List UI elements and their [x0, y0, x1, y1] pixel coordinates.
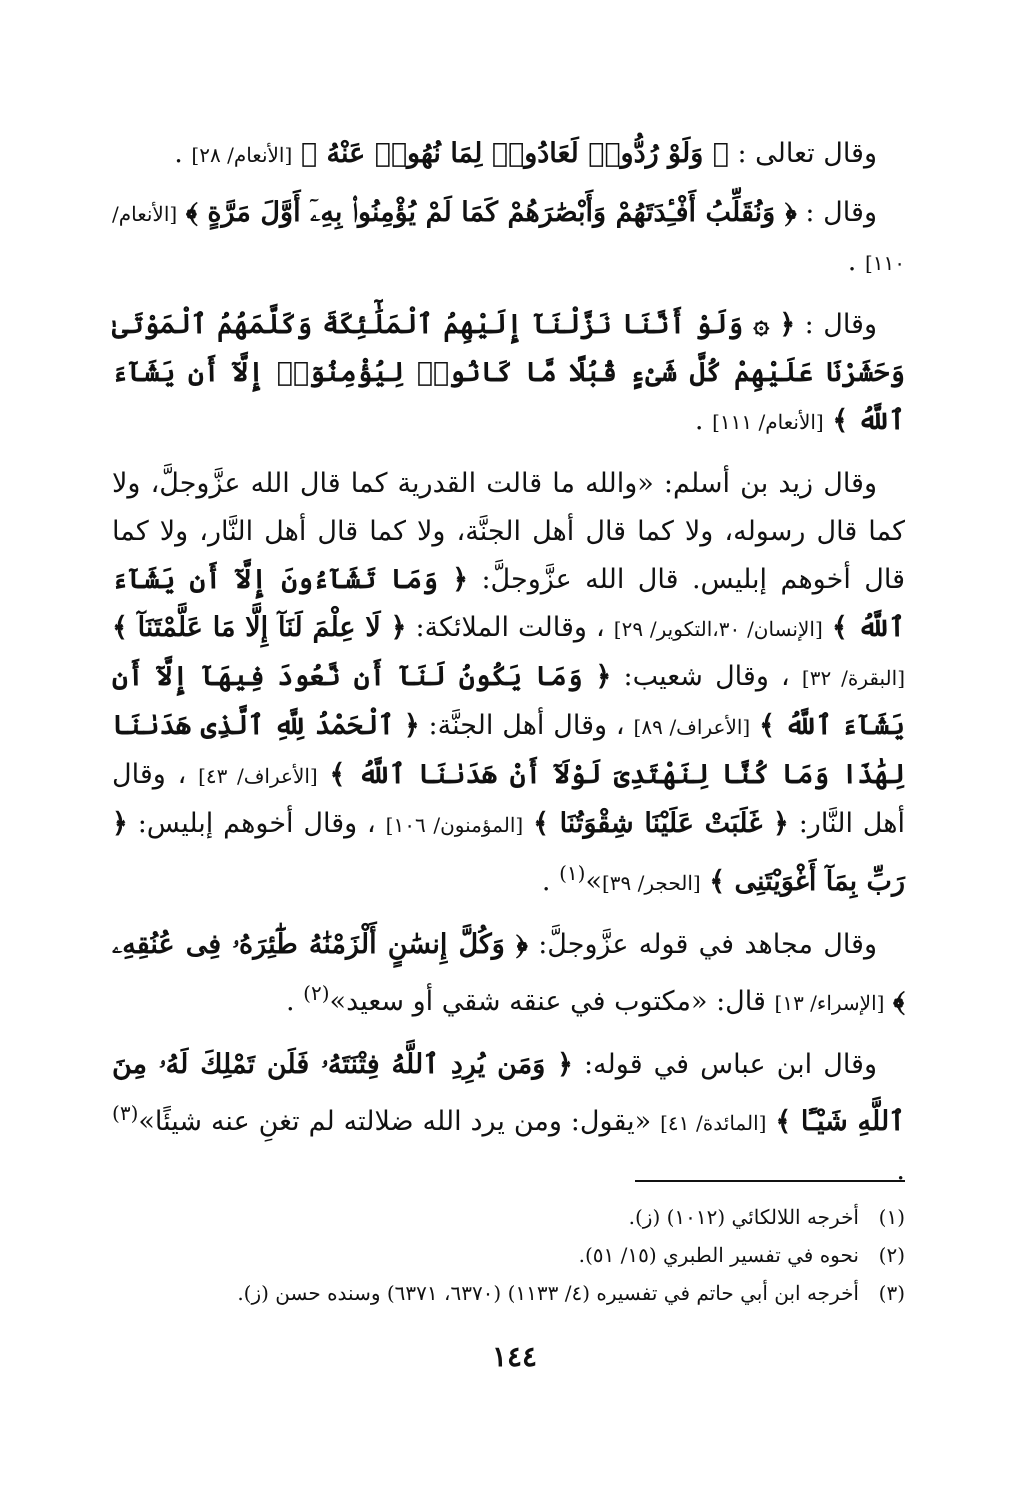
intro-text: وقال ابن عباس في قوله: — [572, 1049, 878, 1080]
verse-reference: [الإنسان/ ٣٠،التكوير/ ٢٩] — [613, 617, 823, 641]
footnote-divider — [635, 1180, 905, 1182]
footnote-item — [112, 1236, 905, 1274]
period: . — [896, 1155, 905, 1186]
footnote-marker: (٣) — [112, 1101, 139, 1125]
footnote-text: نحوه في تفسير الطبري (١٥/ ٥١). — [578, 1243, 859, 1267]
footnote-marker: (١) — [559, 861, 586, 885]
verse-reference: [الإسراء/ ١٣] — [774, 991, 885, 1015]
verse-reference: [الأنعام/ ١١١] — [712, 410, 824, 434]
verse-reference: [الأعراف/ ٨٩] — [633, 715, 751, 739]
period: . — [541, 866, 560, 897]
paragraph-ibn-abbas — [112, 1041, 905, 1195]
verse-reference: [الأنعام/ ٢٨] — [191, 143, 293, 167]
quran-verse: ﴿ وَنُقَلِّبُ أَفْـِٔدَتَهُمْ وَأَبْصَٰرَهُمْ كَمَا لَمْ يُؤْمِنُوا۟ بِهِۦٓ أَوَّلَ مَرَّةٍ ﴾ — [185, 197, 797, 228]
quran-verse: ﴿ وَمَن يُرِدِ ٱللَّهُ فِتْنَتَهُۥ فَلَن تَمْلِكَ لَهُۥ مِنَ ٱللَّهِ شَيْـًٔا ﴾ — [112, 1049, 905, 1137]
footnotes — [112, 1198, 905, 1312]
body-text: ، وقالت الملائكة: — [406, 612, 605, 643]
verse-reference: [المائدة/ ٤١] — [660, 1111, 767, 1135]
verse-reference: [الحجر/ ٣٩] — [601, 871, 701, 895]
paragraph-anam-28 — [112, 130, 905, 179]
page-number: ١٤٤ — [491, 1340, 538, 1373]
intro-text: وقال : — [796, 197, 877, 228]
paragraph-anam-110 — [112, 189, 905, 287]
footnote-number: (٢) — [878, 1243, 905, 1267]
quran-verse: ﴿ لَا عِلْمَ لَنَآ إِلَّا مَا عَلَّمْتَنَآ ﴾ — [112, 612, 407, 643]
quran-verse: ﴿ وَكُلَّ إِنسَٰنٍ أَلْزَمْنَٰهُ طَٰٓئِرَهُۥ فِى عُنُقِهِۦ ﴾ — [112, 929, 905, 1017]
body-text: «يقول: ومن يرد الله ضلالته لم تغنِ عنه شيئًا» — [138, 1106, 652, 1137]
period: . — [694, 405, 704, 436]
body-text: ، وقال أخوهم إبليس: — [127, 808, 376, 839]
footnote-text: أخرجه اللالكائي (١٠١٢) (ز). — [628, 1205, 859, 1229]
paragraph-zaid-ibn-aslam — [112, 460, 905, 907]
quran-verse: ﴿ وَلَوْ رُدُّوا۟ لَعَادُوا۟ لِمَا نُهُوا۟ عَنْهُ ﴾ — [300, 138, 729, 169]
footnote-marker: (٢) — [303, 981, 330, 1005]
verse-reference: [البقرة/ ٣٢] — [801, 666, 905, 690]
quran-verse: ﴿ وَمَا تَشَآءُونَ إِلَّآ أَن يَشَآءَ ٱللَّهُ ﴾ — [112, 564, 905, 643]
footnote-number: (٣) — [878, 1281, 905, 1305]
footnote-text: أخرجه ابن أبي حاتم في تفسيره (٤/ ١١٣٣) (٦٣٧٠، ٦٣٧١) وسنده حسن (ز). — [237, 1281, 859, 1305]
quran-verse: ﴿ ٱلْحَمْدُ لِلَّهِ ٱلَّذِى هَدَىٰنَا لِهَٰذَا وَمَا كُنَّا لِنَهْتَدِىَ لَوْلَآ أَنْ هَدَىٰنَا ٱللَّهُ ﴾ — [112, 710, 905, 790]
body-text: قال: «مكتوب في عنقه شقي أو سعيد» — [329, 986, 766, 1017]
body-text: ، وقال أهل الجنَّة: — [419, 710, 625, 741]
footnote-number: (١) — [878, 1205, 905, 1229]
quran-verse: ﴿ رَبِّ بِمَآ أَغْوَيْتَنِى ﴾ — [112, 808, 905, 897]
quran-verse: ﴿ غَلَبَتْ عَلَيْنَا شِقْوَتُنَا ﴾ — [533, 808, 789, 839]
period: . — [847, 246, 857, 277]
intro-text: وقال تعالى : — [728, 138, 877, 169]
footnote-item — [112, 1198, 905, 1236]
quran-verse: ﴿ وَمَا يَكُونُ لَنَآ أَن نَّعُودَ فِيهَآ إِلَّآ أَن يَشَآءَ ٱللَّهُ ﴾ — [112, 661, 905, 741]
period: . — [174, 138, 183, 169]
verse-reference: [الأنعام/ ١١٠] — [112, 202, 905, 275]
body-text: ، وقال أهل النَّار: — [112, 759, 905, 839]
footnote-item — [112, 1274, 905, 1312]
body-text: وقال زيد بن أسلم: «والله ما قالت القدرية كما قال الله عزَّوجلَّ، ولا كما قال رسوله، ولا كما قال أهل الجنَّة، ولا كما قال أهل النَّار، ولا كما قال أخوهم إبليس. قال الله عزَّوجلَّ: — [112, 468, 906, 595]
body-text: ، وقال شعيب: — [611, 661, 790, 692]
verse-reference: [المؤمنون/ ١٠٦] — [385, 813, 524, 837]
verse-reference: [الأعراف/ ٤٣] — [198, 764, 318, 788]
quran-verse: ﴿ ۞ وَلَوْ أَنَّنَا نَزَّلْنَآ إِلَيْهِمُ ٱلْمَلَٰٓئِكَةَ وَكَلَّمَهُمُ ٱلْمَوْتَىٰ وَحَشَرْنَا عَلَيْهِمْ كُلَّ شَىْءٍ قُبُلًا مَّا كَانُوا۟ لِيُؤْمِنُوٓا۟ إِلَّآ أَن يَشَآءَ ٱللَّهُ ﴾ — [112, 309, 905, 436]
paragraph-anam-111 — [112, 301, 905, 446]
closing-quote: » — [585, 866, 602, 897]
paragraph-mujahid — [112, 921, 905, 1027]
intro-text: وقال : — [795, 309, 877, 340]
period: . — [286, 986, 304, 1017]
intro-text: وقال مجاهد في قوله عزَّوجلَّ: — [527, 929, 878, 960]
